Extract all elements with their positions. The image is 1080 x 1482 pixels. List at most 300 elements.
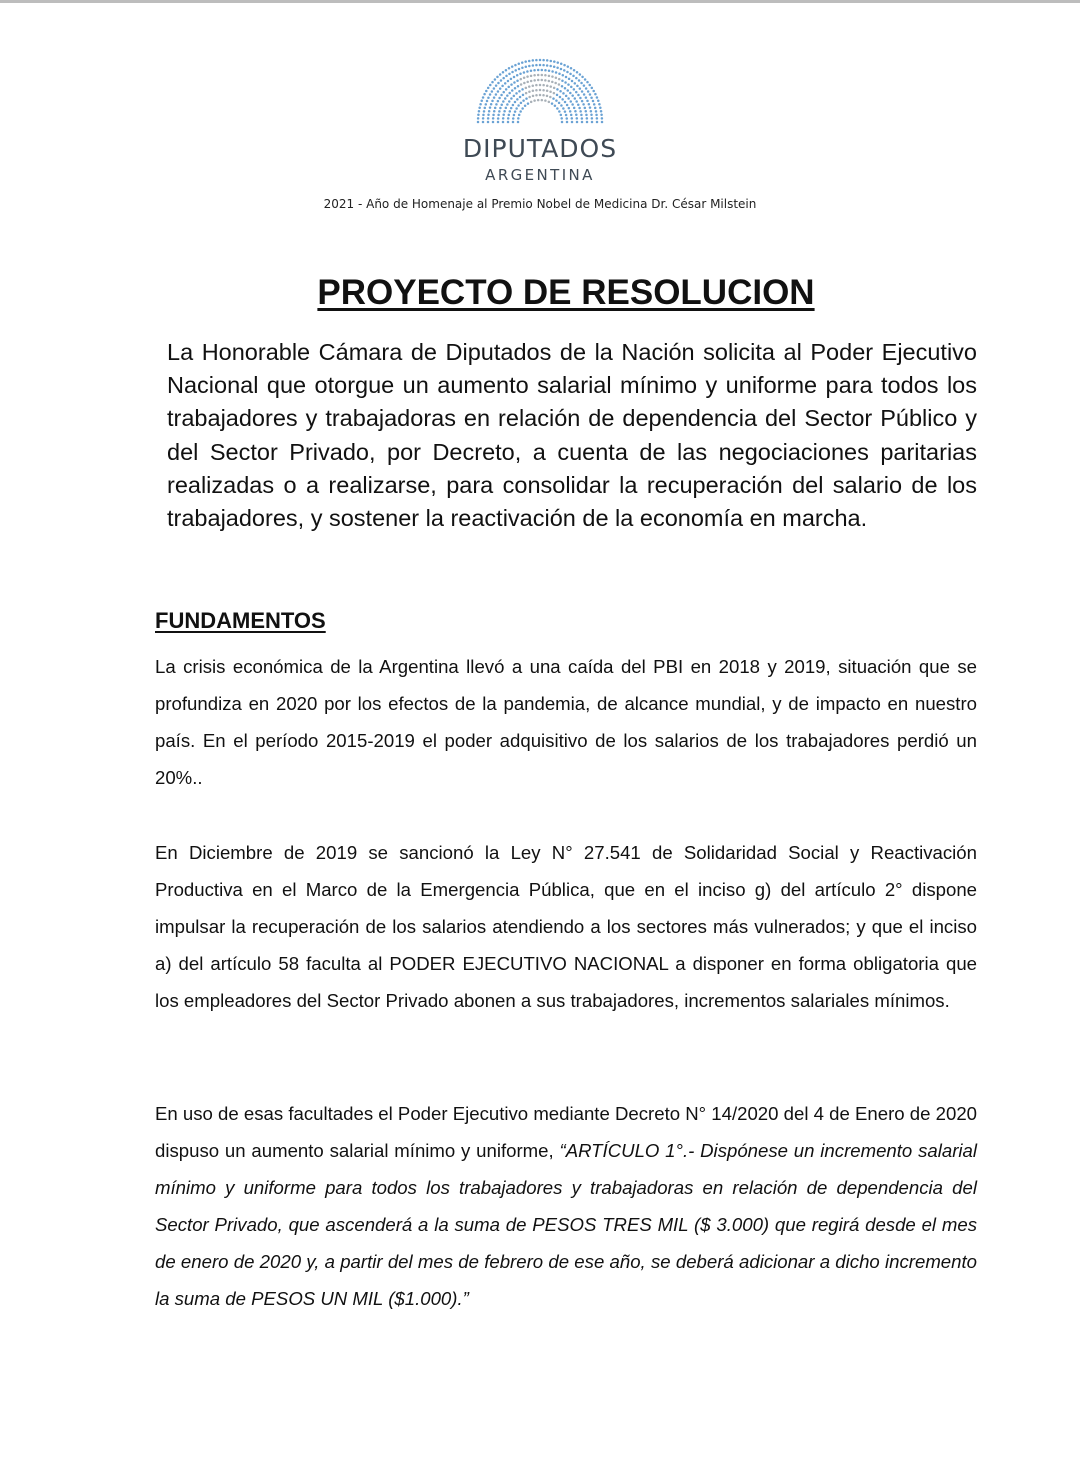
hemicycle-seat-dot [549, 65, 552, 68]
hemicycle-seat-dot [489, 84, 492, 87]
hemicycle-seat-dot [586, 81, 589, 84]
hemicycle-seat-dot [581, 100, 584, 103]
document-title: PROYECTO DE RESOLUCION [317, 273, 815, 312]
hemicycle-seat-dot [589, 93, 592, 96]
hemicycle-seat-dot [518, 62, 521, 65]
hemicycle-seat-dot [581, 117, 584, 120]
hemicycle-seat-dot [567, 83, 570, 86]
hemicycle-seat-dot [556, 88, 559, 91]
hemicycle-seat-dot [586, 100, 589, 103]
hemicycle-seat-dot [562, 92, 565, 95]
hemicycle-seat-dot [514, 101, 517, 104]
hemicycle-seat-dot [579, 73, 582, 76]
hemicycle-seat-dot [489, 93, 492, 96]
hemicycle-seat-dot [558, 83, 561, 86]
hemicycle-seat-dot [522, 99, 525, 102]
hemicycle-seat-dot [506, 103, 509, 106]
hemicycle-seat-dot [528, 96, 531, 99]
hemicycle-seat-dot [592, 100, 595, 103]
hemicycle-seat-dot [497, 100, 500, 103]
hemicycle-seat-dot [566, 71, 569, 74]
hemicycle-seat-dot [572, 75, 575, 78]
hemicycle-seat-dot [562, 107, 565, 110]
hemicycle-seat-dot [507, 86, 510, 89]
hemicycle-seat-dot [502, 117, 505, 120]
hemicycle-seat-dot [594, 93, 597, 96]
hemicycle-seat-dot [521, 88, 524, 91]
hemicycle-seat-dot [560, 104, 563, 107]
hemicycle-seat-dot [561, 85, 564, 88]
hemicycle-seat-dot [573, 107, 576, 110]
hemicycle-seat-dot [600, 114, 603, 117]
hemicycle-seat-dot [521, 61, 524, 64]
hemicycle-seat-dot [511, 65, 514, 68]
hemicycle-seat-dot [535, 89, 538, 92]
hemicycle-seat-dot [508, 73, 511, 75]
hemicycle-seat-dot [578, 107, 581, 110]
hemicycle-seat-dot [566, 121, 569, 124]
hemicycle-seat-dot [517, 121, 520, 124]
hemicycle-seat-dot [563, 64, 566, 67]
hemicycle-seat-dot [520, 78, 523, 81]
hemicycle-seat-dot [551, 75, 554, 78]
hemicycle-seat-dot [558, 102, 561, 105]
hemicycle-seat-dot [477, 117, 480, 120]
hemicycle-seat-dot [528, 60, 531, 63]
hemicycle-seat-dot [488, 110, 491, 113]
hemicycle-seat-dot [482, 121, 485, 124]
hemicycle-seat-dot [550, 60, 553, 63]
hemicycle-seat-dot [492, 114, 495, 117]
hemicycle-seat-dot [514, 87, 517, 90]
hemicycle-seat-dot [586, 121, 589, 124]
hemicycle-seat-dot [506, 94, 509, 97]
hemicycle-seat-dot [590, 96, 593, 99]
hemicycle-seat-dot [502, 121, 505, 124]
hemicycle-seat-dot [576, 117, 579, 120]
hemicycle-seat-dot [505, 75, 508, 78]
hemicycle-seat-dot [555, 77, 558, 80]
hemicycle-seat-dot [548, 75, 551, 78]
hemicycle-seat-dot [508, 67, 511, 70]
hemicycle-seat-dot [487, 114, 490, 117]
hemicycle-seat-dot [513, 76, 516, 79]
hemicycle-seat-dot [520, 83, 523, 86]
hemicycle-seat-dot [505, 107, 508, 110]
hemicycle-seat-dot [495, 103, 498, 106]
hemicycle-seat-dot [569, 73, 572, 75]
hemicycle-seat-dot [524, 60, 527, 63]
hemicycle-seat-dot [568, 107, 571, 110]
hemicycle-seat-dot [505, 88, 508, 91]
hemicycle-seat-dot [566, 117, 569, 120]
hemicycle-seat-dot [479, 103, 482, 106]
hemicycle-seat-dot [535, 64, 538, 67]
hemicycle-seat-dot [595, 114, 598, 117]
hemicycle-seat-dot [539, 59, 542, 62]
hemicycle-seat-dot [523, 71, 526, 74]
hemicycle-seat-dot [483, 93, 486, 96]
hemicycle-seat-dot [487, 121, 490, 124]
hemicycle-seat-dot [551, 70, 554, 73]
hemicycle-seat-dot [491, 100, 494, 103]
hemicycle-seat-dot [560, 114, 563, 117]
hemicycle-seat-dot [484, 107, 487, 110]
hemicycle-seat-dot [582, 103, 585, 106]
hemicycle-seat-dot [532, 59, 535, 62]
hemicycle-seat-dot [556, 107, 559, 110]
hemicycle-seat-dot [585, 96, 588, 99]
hemicycle-seat-dot [485, 90, 488, 93]
hemicycle-seat-dot [537, 99, 540, 102]
hemicycle-seat-dot [510, 107, 513, 110]
hemicycle-seat-dot [567, 97, 570, 100]
hemicycle-seat-dot [581, 76, 584, 79]
hemicycle-seat-dot [533, 79, 536, 82]
hemicycle-seat-dot [514, 64, 517, 67]
hemicycle-seat-dot [532, 90, 535, 93]
hemicycle-seat-dot [502, 100, 505, 103]
hemicycle-seat-dot [494, 78, 497, 81]
hemicycle-seat-dot [558, 73, 561, 76]
hemicycle-seat-dot [499, 107, 502, 110]
hemicycle-seat-dot [584, 78, 587, 81]
fundamentos-paragraph-3 [155, 1095, 977, 1317]
hemicycle-seat-dot [565, 114, 568, 117]
hemicycle-seat-dot [495, 84, 498, 87]
hemicycle-seat-dot [570, 100, 573, 103]
hemicycle-seat-dot [565, 95, 568, 98]
hemicycle-seat-dot [575, 77, 578, 80]
hemicycle-seat-dot [588, 103, 591, 106]
hemicycle-seat-dot [584, 107, 587, 110]
decree-quote: “ARTÍCULO 1°.- Dispónese un incremento salarial mínimo y uniforme para todos los trabajadores y trabajadoras en relación de dependencia del Sector Privado, que ascenderá a la suma de PESOS TRES MIL ($ 3.000) que regirá desde el mes de enero de 2020 y, a partir del mes de febrero de ese año, se deberá adicionar a dicho incremento la suma de PESOS UN MIL ($1.000).” [155, 1140, 977, 1309]
hemicycle-seat-dot [515, 92, 518, 95]
hemicycle-seat-dot [526, 81, 529, 84]
hemicycle-seat-dot [544, 69, 547, 72]
hemicycle-seat-dot [578, 79, 581, 82]
hemicycle-seat-dot [491, 81, 494, 84]
hemicycle-seat-dot [585, 110, 588, 113]
hemicycle-seat-dot [600, 110, 603, 113]
hemicycle-seat-dot [516, 79, 519, 82]
hemicycle-seat-dot [527, 102, 530, 105]
hemicycle-seat-dot [565, 76, 568, 79]
hemicycle-seat-dot [523, 82, 526, 85]
hemicycle-seat-dot [480, 100, 483, 103]
hemicycle-seat-dot [493, 96, 496, 99]
hemicycle-seat-dot [499, 87, 502, 90]
hemicycle-seat-dot [489, 106, 492, 109]
hemicycle-seat-dot [551, 102, 554, 105]
hemicycle-seat-dot [570, 67, 573, 70]
hemicycle-seat-dot [592, 90, 595, 93]
hemicycle-seat-dot [569, 92, 572, 95]
hemicycle-seat-dot [495, 93, 498, 96]
hemicycle-seat-dot [597, 100, 600, 103]
hemicycle-seat-dot [560, 68, 563, 71]
hemicycle-seat-dot [510, 78, 513, 81]
hemicycle-seat-dot [548, 101, 551, 104]
hemicycle-seat-dot [556, 94, 559, 97]
hemicycle-seat-dot [517, 104, 520, 107]
hemicycle-seat-dot [583, 84, 586, 87]
hemicycle-seat-dot [561, 121, 564, 124]
hemicycle-seat-dot [571, 117, 574, 120]
logo-title: DIPUTADOS [462, 134, 618, 163]
hemicycle-seat-dot [519, 96, 522, 99]
hemicycle-seat-dot [478, 106, 481, 109]
hemicycle-seat-dot [564, 110, 567, 113]
hemicycle-seat-dot [573, 69, 576, 72]
hemicycle-logo-icon [476, 58, 604, 124]
hemicycle-seat-dot [535, 94, 538, 97]
hemicycle-seat-dot [532, 64, 535, 67]
hemicycle-seat-dot [498, 97, 501, 100]
hemicycle-seat-dot [487, 96, 490, 99]
hemicycle-seat-dot [570, 114, 573, 117]
hemicycle-seat-dot [486, 100, 489, 103]
hemicycle-seat-dot [579, 97, 582, 100]
hemicycle-seat-dot [537, 74, 540, 77]
hemicycle-seat-dot [560, 62, 563, 65]
hemicycle-seat-dot [518, 68, 521, 71]
hemicycle-seat-dot [517, 85, 520, 88]
hemicycle-seat-dot [567, 89, 570, 92]
hemicycle-seat-dot [587, 90, 590, 93]
hemicycle-seat-dot [599, 106, 602, 109]
hemicycle-seat-dot [569, 110, 572, 113]
hemicycle-seat-dot [504, 97, 507, 100]
hemicycle-seat-dot [549, 91, 552, 94]
hemicycle-seat-dot [567, 65, 570, 68]
hemicycle-seat-dot [515, 107, 518, 110]
hemicycle-seat-dot [581, 121, 584, 124]
hemicycle-seat-dot [528, 65, 531, 68]
hemicycle-seat-dot [573, 88, 576, 91]
hemicycle-seat-dot [537, 79, 540, 82]
hemicycle-seat-dot [549, 85, 552, 88]
hemicycle-seat-dot [530, 75, 533, 78]
hemicycle-seat-dot [533, 74, 536, 77]
hemicycle-seat-dot [497, 114, 500, 117]
hemicycle-seat-dot [521, 107, 524, 110]
hemicycle-seat-dot [521, 67, 524, 70]
hemicycle-seat-dot [507, 80, 510, 83]
hemicycle-seat-dot [575, 114, 578, 117]
fundamentos-heading: FUNDAMENTOS [155, 608, 326, 633]
hemicycle-seat-dot [591, 117, 594, 120]
hemicycle-seat-dot [546, 84, 549, 87]
hemicycle-seat-dot [526, 70, 529, 73]
hemicycle-seat-dot [539, 64, 542, 67]
logo-subtitle: ARGENTINA [485, 166, 595, 184]
hemicycle-seat-dot [514, 110, 517, 113]
hemicycle-seat-dot [596, 117, 599, 120]
hemicycle-seat-dot [563, 69, 566, 72]
hemicycle-seat-dot [501, 85, 504, 88]
hemicycle-seat-dot [553, 87, 556, 90]
hemicycle-seat-dot [581, 90, 584, 93]
hemicycle-seat-dot [579, 87, 582, 90]
hemicycle-seat-dot [591, 121, 594, 124]
hemicycle-seat-dot [508, 92, 511, 95]
hemicycle-seat-dot [477, 114, 480, 117]
hemicycle-seat-dot [512, 104, 515, 107]
hemicycle-seat-dot [546, 90, 549, 93]
hemicycle-seat-dot [593, 103, 596, 106]
hemicycle-seat-dot [525, 92, 528, 95]
hemicycle-seat-dot [544, 99, 547, 102]
hemicycle-seat-dot [542, 94, 545, 97]
hemicycle-seat-dot [497, 82, 500, 85]
hemicycle-seat-dot [553, 60, 556, 63]
hemicycle-seat-dot [555, 99, 558, 102]
hemicycle-seat-dot [546, 59, 549, 62]
hemicycle-seat-dot [513, 95, 516, 98]
hemicycle-seat-dot [553, 66, 556, 69]
hemicycle-seat-dot [590, 114, 593, 117]
hemicycle-seat-dot [493, 87, 496, 90]
hemicycle-seat-dot [601, 117, 604, 120]
hemicycle-seat-dot [588, 84, 591, 87]
hemicycle-seat-dot [574, 110, 577, 113]
hemicycle-seat-dot [513, 81, 516, 84]
hemicycle-seat-dot [504, 82, 507, 85]
hemicycle-seat-dot [482, 114, 485, 117]
hemicycle-seat-dot [516, 98, 519, 101]
hemicycle-seat-dot [493, 110, 496, 113]
hemicycle-seat-dot [519, 110, 522, 113]
hemicycle-seat-dot [502, 91, 505, 94]
hemicycle-seat-dot [557, 61, 560, 64]
hemicycle-seat-dot [542, 84, 545, 87]
year-dedication-line: 2021 - Año de Homenaje al Premio Nobel de Medicina Dr. César Milstein [323, 197, 757, 211]
hemicycle-seat-dot [478, 110, 481, 113]
hemicycle-seat-dot [574, 97, 577, 100]
page-top-border [0, 0, 1080, 3]
hemicycle-seat-dot [500, 79, 503, 82]
hemicycle-seat-dot [601, 121, 604, 124]
hemicycle-seat-dot [576, 85, 579, 88]
hemicycle-seat-dot [577, 94, 580, 97]
hemicycle-seat-dot [503, 110, 506, 113]
hemicycle-seat-dot [577, 103, 580, 106]
hemicycle-seat-dot [594, 107, 597, 110]
hemicycle-seat-dot [548, 80, 551, 83]
hemicycle-seat-dot [590, 110, 593, 113]
hemicycle-seat-dot [571, 94, 574, 97]
fundamentos-paragraph-1: La crisis económica de la Argentina llevó a una caída del PBI en 2018 y 2019, situación que se profundiza en 2020 por los efectos de la pandemia, de alcance mundial, y de impacto en nuestro país. En el período 2015-2019 el poder adquisitivo de los salarios de los trabajadores perdió un 20%.. [155, 656, 977, 788]
hemicycle-seat-dot [532, 95, 535, 98]
hemicycle-seat-dot [507, 121, 510, 124]
hemicycle-seat-dot [511, 89, 514, 92]
hemicycle-seat-dot [510, 83, 513, 86]
resolution-text: La Honorable Cámara de Diputados de la Nación solicita al Poder Ejecutivo Nacional que otorgue un aumento salarial mínimo y uniforme para todos los trabajadores y trabajadoras en relación de dependencia del Sector Público y del Sector Privado, por Decreto, a cuenta de las negociaciones paritarias realizadas o a realizarse, para consolidar la recuperación del salario de los trabajadores, y sostener la reactivación de la economía en marcha. [167, 339, 977, 532]
hemicycle-seat-dot [516, 74, 519, 77]
hemicycle-seat-dot [530, 101, 533, 104]
hemicycle-seat-dot [482, 117, 485, 120]
hemicycle-seat-dot [537, 69, 540, 72]
hemicycle-seat-dot [541, 74, 544, 77]
hemicycle-seat-dot [500, 103, 503, 106]
hemicycle-seat-dot [561, 79, 564, 82]
hemicycle-seat-dot [539, 84, 542, 87]
hemicycle-seat-dot [546, 95, 549, 98]
hemicycle-seat-dot [562, 74, 565, 77]
hemicycle-seat-dot [558, 78, 561, 81]
hemicycle-seat-dot [583, 93, 586, 96]
hemicycle-seat-dot [487, 87, 490, 90]
hemicycle-seat-dot [520, 102, 523, 105]
diputados-logo [0, 58, 1080, 184]
hemicycle-seat-dot [548, 70, 551, 73]
hemicycle-seat-dot [585, 114, 588, 117]
hemicycle-seat-dot [541, 79, 544, 82]
hemicycle-seat-dot [571, 121, 574, 124]
hemicycle-seat-dot [568, 78, 571, 81]
hemicycle-seat-dot [528, 91, 531, 94]
hemicycle-seat-dot [579, 110, 582, 113]
hemicycle-seat-dot [596, 121, 599, 124]
hemicycle-seat-dot [518, 114, 521, 117]
hemicycle-seat-dot [585, 87, 588, 90]
hemicycle-seat-dot [519, 73, 522, 76]
hemicycle-seat-dot [498, 110, 501, 113]
hemicycle-seat-dot [554, 105, 557, 108]
hemicycle-seat-dot [518, 90, 521, 93]
hemicycle-seat-dot [510, 97, 513, 100]
hemicycle-seat-dot [575, 91, 578, 94]
hemicycle-seat-dot [497, 121, 500, 124]
hemicycle-seat-dot [576, 121, 579, 124]
hemicycle-seat-dot [492, 121, 495, 124]
hemicycle-seat-dot [551, 81, 554, 84]
hemicycle-seat-dot [549, 96, 552, 99]
hemicycle-seat-dot [541, 69, 544, 72]
hemicycle-seat-dot [571, 80, 574, 83]
hemicycle-seat-dot [532, 84, 535, 87]
hemicycle-seat-dot [535, 84, 538, 87]
hemicycle-seat-dot [500, 94, 503, 97]
hemicycle-seat-dot [505, 69, 508, 72]
hemicycle-seat-dot [514, 69, 517, 72]
hemicycle-seat-dot [544, 74, 547, 77]
hemicycle-seat-dot [513, 114, 516, 117]
hemicycle-seat-dot [523, 77, 526, 80]
hemicycle-seat-dot [511, 71, 513, 74]
hemicycle-seat-dot [596, 96, 599, 99]
hemicycle-seat-dot [542, 64, 545, 67]
hemicycle-seat-dot [553, 92, 556, 95]
hemicycle-seat-dot [586, 117, 589, 120]
hemicycle-seat-dot [559, 96, 562, 99]
hemicycle-seat-dot [589, 106, 592, 109]
hemicycle-seat-dot [502, 114, 505, 117]
hemicycle-seat-dot [554, 82, 557, 85]
hemicycle-seat-dot [575, 100, 578, 103]
hemicycle-seat-dot [558, 110, 561, 113]
hemicycle-seat-dot [502, 77, 505, 80]
hemicycle-seat-dot [591, 87, 594, 90]
hemicycle-seat-dot [525, 66, 528, 69]
hemicycle-seat-dot [571, 103, 574, 106]
hemicycle-seat-dot [494, 107, 497, 110]
hemicycle-seat-dot [564, 87, 567, 90]
hemicycle-seat-dot [491, 90, 494, 93]
hemicycle-seat-dot [497, 90, 500, 93]
hemicycle-seat-dot [487, 117, 490, 120]
